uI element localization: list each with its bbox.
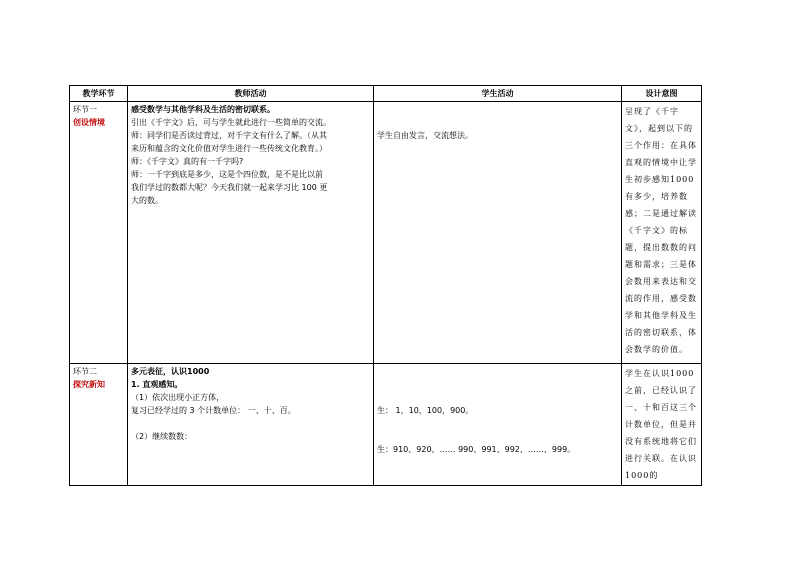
- student-line: 学生自由发言，交流想法。: [377, 131, 473, 140]
- stage-subtitle: 创设情境: [73, 118, 105, 127]
- teacher-line: 师：一千字到底是多少，这是个四位数，是不是比以前: [131, 170, 323, 179]
- teacher-line: 多元表征，认识1000: [131, 367, 210, 376]
- teacher-line: 引出《千字文》后，可与学生就此进行一些简单的交流。: [131, 118, 331, 127]
- stage-cell: [70, 364, 128, 486]
- teacher-activity-cell: [128, 102, 374, 364]
- teacher-line: 师：《千字文》真的有一千字吗?: [131, 157, 244, 166]
- teacher-line: 我们学过的数都大呢？今天我们就一起来学习比 100 更: [131, 183, 328, 192]
- student-activity-cell: [374, 364, 622, 486]
- design-intent-cell: 学生在认识1000之前，已经认识了一、十和百这三个计数单位，但是并没有系统地将它们进行关联。在认识1000的: [622, 364, 702, 486]
- table-row: [70, 364, 702, 486]
- lesson-plan-table: [69, 85, 702, 486]
- teacher-line: 感受数学与其他学科及生活的密切联系。: [131, 105, 275, 114]
- header-design-intent: 设计意图: [622, 86, 702, 102]
- student-line: 生： 1，10，100，900。: [377, 406, 474, 415]
- teacher-line: 1. 直观感知。: [131, 380, 183, 389]
- header-student-activity: 学生活动: [374, 86, 622, 102]
- header-teacher-activity: 教师活动: [128, 86, 374, 102]
- teacher-activity-cell: [128, 364, 374, 486]
- stage-subtitle: 探究新知: [73, 380, 105, 389]
- student-line: 生：910、920、…… 990、991、992、……、999。: [377, 445, 576, 454]
- teacher-line: （1）依次出现小正方体，: [131, 393, 225, 402]
- header-row: [70, 86, 702, 102]
- stage-name: 环节二: [73, 367, 97, 376]
- teacher-line: 师：同学们是否读过背过，对千字文有什么了解。（从其: [131, 131, 327, 140]
- teacher-line: 大的数。: [131, 196, 163, 205]
- header-stage: 教学环节: [70, 86, 128, 102]
- table-row: [70, 102, 702, 364]
- teacher-line: 复习已经学过的 3 个计数单位： 一、十、百。: [131, 406, 296, 415]
- student-activity-cell: [374, 102, 622, 364]
- teacher-line: （2）继续数数：: [131, 432, 193, 441]
- teacher-line: 来历和蕴含的文化价值对学生进行一些传统文化教育。）: [131, 144, 327, 153]
- stage-name: 环节一: [73, 105, 97, 114]
- stage-cell: [70, 102, 128, 364]
- design-intent-cell: 呈现了《千字文》，起到以下的三个作用：在具体直观的情境中让学生初步感知1000有多少，培养数感；二是通过解读《千字文》的标题，提出数数的问题和需求；三是体会数用来表达和交流的作用，感受数学和其他学科及生活的密切联系，体会数学的价值。: [622, 102, 702, 364]
